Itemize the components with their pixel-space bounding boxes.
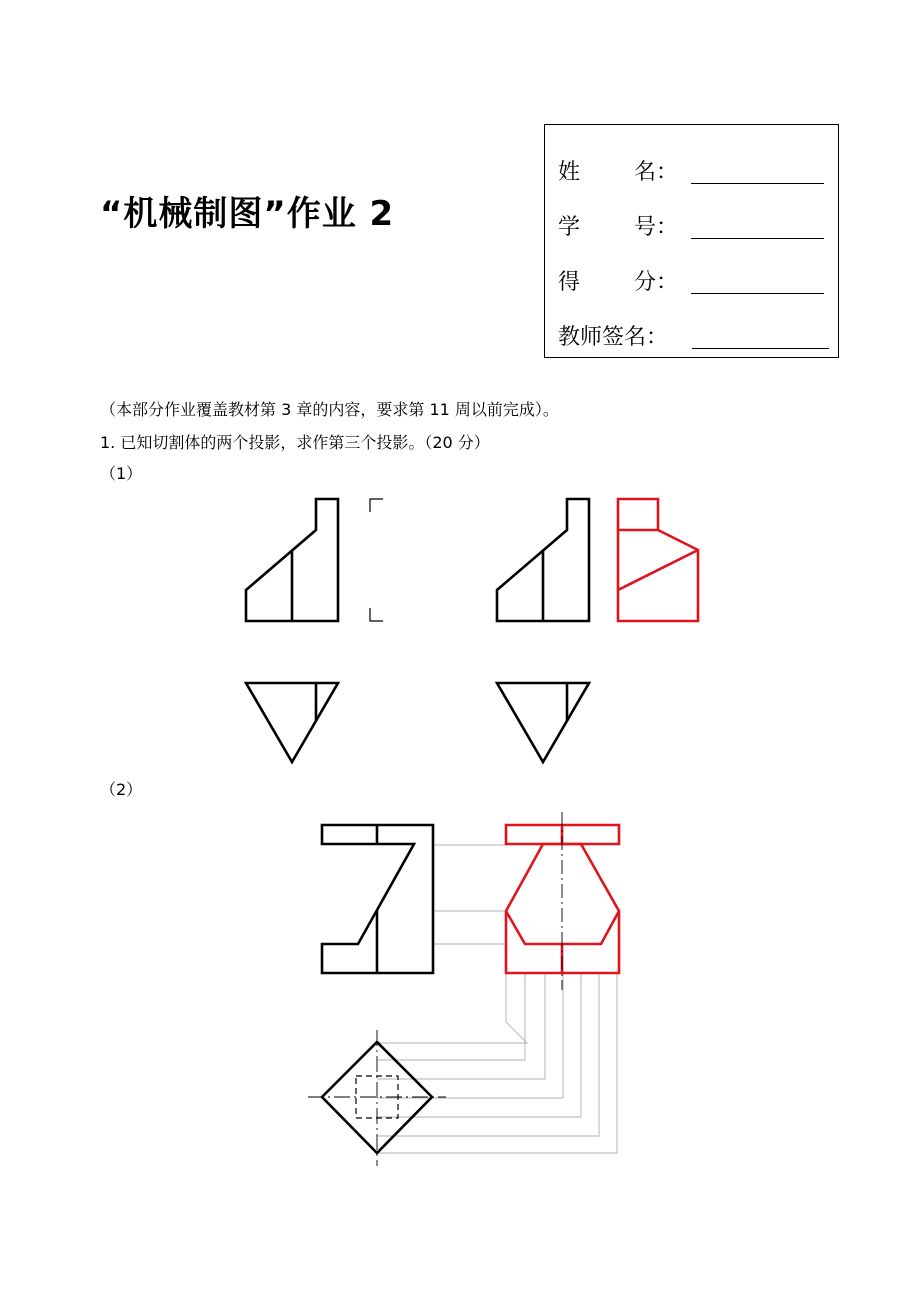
part1-given-top-view [246, 683, 338, 762]
part1-given-front-view [246, 499, 338, 621]
part-2-label: （2） [100, 780, 143, 799]
id-label-char1: 学 [558, 215, 581, 240]
score-label-char2: 分： [633, 270, 678, 295]
score-label-char1: 得 [558, 270, 581, 295]
part1-answer-side-view [618, 499, 698, 621]
teacher-signature-label: 教师签名： [558, 325, 669, 350]
name-label-char1: 姓 [558, 160, 581, 185]
part1-answer-front-view [497, 499, 589, 621]
name-label-char2: 名： [633, 160, 678, 185]
part2-front-view [322, 825, 433, 973]
id-label-char2: 号： [633, 215, 678, 240]
part1-answer-top-view [497, 683, 589, 762]
part2-answer-side-view [506, 825, 619, 973]
part1-side-view-placeholder [370, 499, 383, 621]
assignment-note: （本部分作业覆盖教材第 3 章的内容，要求第 11 周以前完成）。 [100, 400, 559, 419]
part2-construction-lines [377, 845, 617, 1153]
question-1: 1. 已知切割体的两个投影，求作第三个投影。（20 分） [100, 433, 490, 452]
page-title: “机械制图”作业 2 [100, 194, 395, 234]
part-1-label: （1） [100, 464, 143, 483]
